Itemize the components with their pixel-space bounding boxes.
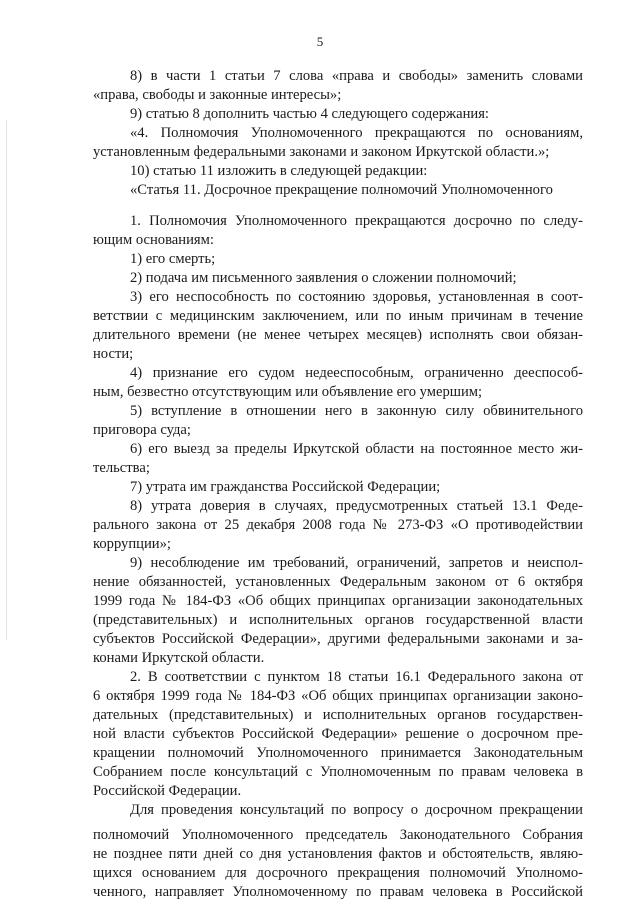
text-line: 9) несоблюдение им требований, ограничений, запретов и неиспол- <box>130 555 583 571</box>
text-line: ющим основаниям: <box>93 232 214 248</box>
text-line: «4. Полномочия Уполномоченного прекращаются по основаниям, <box>130 125 583 141</box>
text-line: 10) статью 11 изложить в следующей редакции: <box>130 163 428 179</box>
text-line: дательных (представительных) и исполнительных органов государствен- <box>93 707 583 723</box>
scan-edge-mark <box>6 120 7 640</box>
text-line: нение обязанностей, установленных Федеральным законом от 6 октября <box>93 574 583 590</box>
text-line: 6 октября 1999 года № 184-ФЗ «Об общих принципах организации законо- <box>93 688 583 704</box>
text-line: 3) его неспособность по состоянию здоровья, установленная в соот- <box>130 289 583 305</box>
text-line: ности; <box>93 346 134 362</box>
text-line: Собранием после консультаций с Уполномоченным по правам человека в <box>93 764 583 780</box>
text-line: 8) утрата доверия в случаях, предусмотренных статьей 13.1 Феде- <box>130 498 583 514</box>
text-line: 7) утрата им гражданства Российской Федерации; <box>130 479 441 495</box>
text-line: кращении полномочий Уполномоченного принимается Законодательным <box>93 745 583 761</box>
text-line: 8) в части 1 статьи 7 слова «права и свободы» заменить словами <box>130 68 583 84</box>
text-line: длительного времени (не менее четырех месяцев) исполнять свои обязан- <box>93 327 583 343</box>
text-line: Российской Федерации. <box>93 783 242 799</box>
text-line: тельства; <box>93 460 150 476</box>
text-line: ной власти субъектов Российской Федерации» решение о досрочном пре- <box>93 726 583 742</box>
text-line: приговора суда; <box>93 422 191 438</box>
text-line: 2. В соответствии с пунктом 18 статьи 16.1 Федерального закона от <box>130 669 583 685</box>
text-line: щихся основанием для досрочного прекращения полномочий Уполномо- <box>93 865 583 881</box>
text-line: коррупции»; <box>93 536 171 552</box>
text-line: 1) его смерть; <box>130 251 216 267</box>
text-line: «Статья 11. Досрочное прекращение полномочий Уполномоченного <box>130 182 553 198</box>
text-line: ветствии с медицинским заключением, или по иным причинам в течение <box>93 308 583 324</box>
text-line: 9) статью 8 дополнить частью 4 следующего содержания: <box>130 106 489 122</box>
text-line: Для проведения консультаций по вопросу о досрочном прекращении <box>130 802 583 818</box>
text-line: 1999 года № 184-ФЗ «Об общих принципах организации законодательных <box>93 593 583 609</box>
text-line: «права, свободы и законные интересы»; <box>93 87 342 103</box>
text-line: 5) вступление в отношении него в законную силу обвинительного <box>130 403 583 419</box>
page-number: 5 <box>316 34 324 49</box>
text-line: ченного, направляет Уполномоченному по правам человека в Российской <box>93 884 583 900</box>
text-line: не позднее пяти дней со дня установления фактов и обстоятельств, являю- <box>93 846 583 862</box>
text-line: 1. Полномочия Уполномоченного прекращаются досрочно по следу- <box>130 213 583 229</box>
text-line: (представительных) и исполнительных органов государственной власти <box>93 612 583 628</box>
text-line: 6) его выезд за пределы Иркутской области на постоянное место жи- <box>130 441 583 457</box>
text-line: ным, безвестно отсутствующим или объявление его умершим; <box>93 384 483 400</box>
text-line: конами Иркутской области. <box>93 650 265 666</box>
text-line: 2) подача им письменного заявления о сложении полномочий; <box>130 270 517 286</box>
text-line: полномочий Уполномоченного председатель Законодательного Собрания <box>93 827 583 843</box>
text-line: установленным федеральными законами и законом Иркутской области.»; <box>93 144 550 160</box>
text-line: рального закона от 25 декабря 2008 года № 273-ФЗ «О противодействии <box>93 517 583 533</box>
text-line: 4) признание его судом недееспособным, ограниченно дееспособ- <box>130 365 583 381</box>
text-line: субъектов Российской Федерации», другими федеральными законами и за- <box>93 631 583 647</box>
